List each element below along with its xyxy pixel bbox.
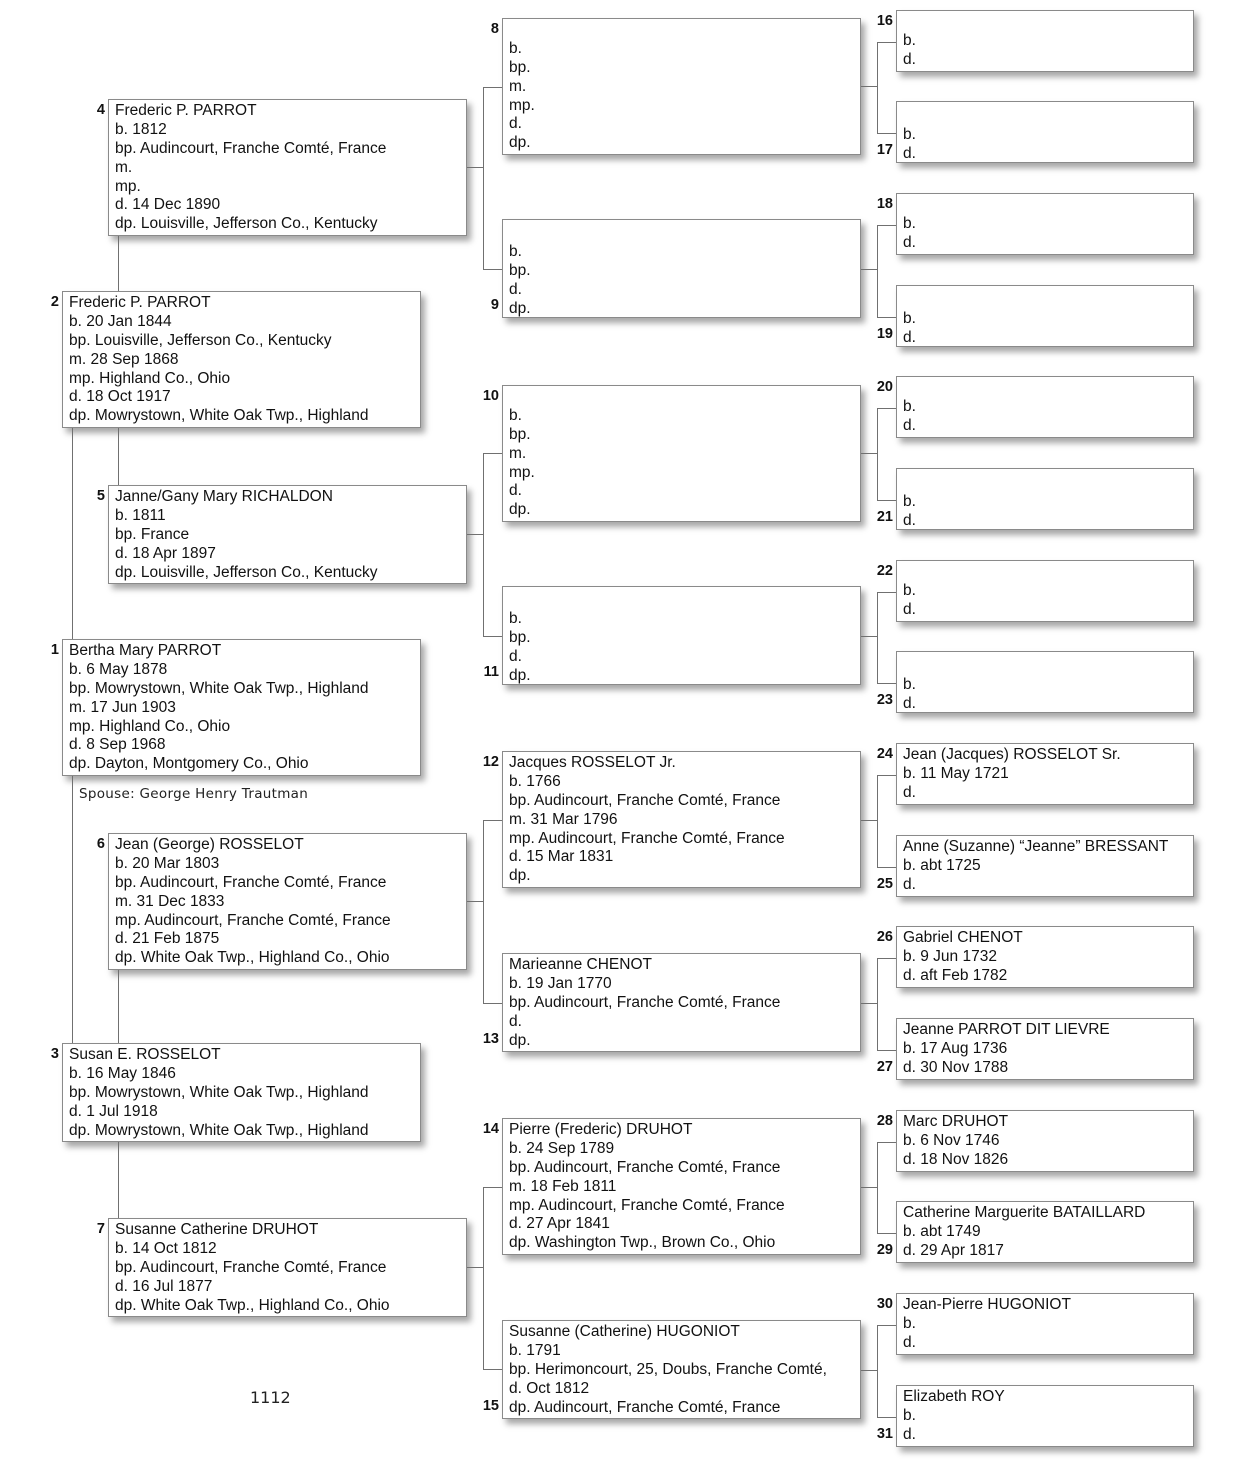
connector-line — [877, 867, 896, 868]
marriage-line: m. 28 Sep 1868 — [69, 350, 179, 368]
connector-line — [118, 970, 119, 1043]
death-line: d. — [903, 50, 916, 68]
ahnentafel-number: 10 — [482, 388, 499, 404]
connector-line — [467, 534, 483, 535]
connector-line — [72, 776, 73, 1043]
death-line: d. — [903, 1425, 916, 1443]
person-box-30[interactable] — [896, 1293, 1194, 1355]
death-place-line: dp. — [509, 501, 531, 519]
person-name: Susanne Catherine DRUHOT — [115, 1221, 319, 1238]
marriage-place-line: mp. Audincourt, Franche Comté, France — [509, 1196, 785, 1214]
ahnentafel-number: 1 — [50, 642, 59, 658]
page-number: 1112 — [250, 1388, 291, 1407]
ahnentafel-number: 11 — [483, 664, 499, 680]
death-place-line: dp. — [509, 1031, 531, 1049]
person-name — [903, 379, 1193, 398]
connector-line — [877, 775, 896, 776]
death-place-line: dp. Washington Twp., Brown Co., Ohio — [509, 1234, 776, 1252]
person-name — [903, 196, 1193, 215]
marriage-line: m. — [509, 444, 527, 462]
birth-line: b. — [903, 493, 916, 511]
birth-place-line: bp. — [509, 58, 531, 76]
birth-place-line: bp. — [509, 629, 531, 647]
connector-line — [118, 428, 119, 485]
person-box-8[interactable] — [502, 18, 861, 155]
death-place-line: dp. — [509, 867, 531, 885]
person-box-19[interactable] — [896, 285, 1194, 347]
connector-line — [877, 408, 896, 409]
connector-line — [877, 1233, 896, 1234]
death-line: d. — [903, 1333, 916, 1351]
connector-line — [118, 1142, 119, 1218]
death-place-line: dp. — [509, 300, 531, 318]
connector-line — [483, 820, 502, 821]
death-line: d. 1 Jul 1918 — [69, 1102, 158, 1120]
connector-line — [877, 225, 878, 317]
person-box-25[interactable] — [896, 835, 1194, 897]
death-line: d. — [509, 115, 522, 133]
death-line: d. Oct 1812 — [509, 1379, 590, 1397]
connector-line — [877, 408, 878, 500]
ahnentafel-number: 9 — [490, 297, 499, 313]
connector-line — [483, 1187, 484, 1369]
death-place-line: dp. Louisville, Jefferson Co., Kentucky — [115, 563, 378, 581]
person-name — [509, 225, 860, 244]
death-line: d. 18 Oct 1917 — [69, 388, 171, 406]
birth-line: b. — [903, 397, 916, 415]
birth-place-line: bp. — [509, 262, 531, 280]
birth-place-line: bp. Audincourt, Franche Comté, France — [115, 873, 387, 891]
connector-line — [861, 453, 877, 454]
person-name — [903, 107, 1193, 126]
birth-line: b. — [903, 1314, 916, 1332]
person-box-31[interactable] — [896, 1385, 1194, 1447]
birth-line: b. — [903, 214, 916, 232]
person-box-23[interactable] — [896, 651, 1194, 713]
birth-line: b. 14 Oct 1812 — [115, 1239, 217, 1257]
marriage-line: m. 31 Mar 1796 — [509, 810, 618, 828]
death-line: d. — [509, 648, 522, 666]
ahnentafel-number: 30 — [876, 1296, 893, 1312]
ahnentafel-number: 8 — [490, 21, 499, 37]
person-name: Marieanne CHENOT — [509, 956, 652, 973]
birth-line: b. 1766 — [509, 772, 561, 790]
person-box-22[interactable] — [896, 560, 1194, 622]
person-box-24[interactable] — [896, 743, 1194, 805]
person-name — [903, 13, 1193, 32]
birth-line: b. 16 May 1846 — [69, 1064, 176, 1082]
person-box-21[interactable] — [896, 468, 1194, 530]
ahnentafel-number: 2 — [50, 294, 59, 310]
person-name: Marc DRUHOT — [903, 1113, 1009, 1130]
connector-line — [483, 1003, 502, 1004]
connector-line — [877, 592, 896, 593]
connector-line — [483, 636, 502, 637]
death-place-line: dp. Audincourt, Franche Comté, France — [509, 1398, 781, 1416]
connector-line — [877, 1417, 896, 1418]
connector-line — [118, 236, 119, 291]
birth-line: b. 17 Aug 1736 — [903, 1039, 1008, 1057]
person-name: Jean (Jacques) ROSSELOT Sr. — [903, 746, 1121, 763]
connector-line — [877, 133, 896, 134]
marriage-place-line: mp. Highland Co., Ohio — [69, 369, 231, 387]
person-name: Susan E. ROSSELOT — [69, 1046, 221, 1063]
birth-line: b. 1812 — [115, 120, 167, 138]
person-box-12[interactable] — [502, 751, 861, 888]
ahnentafel-number: 24 — [876, 746, 893, 762]
birth-line: b. — [509, 243, 522, 261]
marriage-line: m. 17 Jun 1903 — [69, 698, 176, 716]
person-box-20[interactable] — [896, 376, 1194, 438]
death-line: d. — [509, 482, 522, 500]
connector-line — [483, 453, 484, 636]
birth-line: b. 20 Jan 1844 — [69, 312, 172, 330]
ahnentafel-number: 18 — [876, 196, 893, 212]
person-name — [903, 474, 1193, 493]
birth-line: b. 1791 — [509, 1341, 561, 1359]
connector-line — [483, 269, 502, 270]
death-line: d. 18 Nov 1826 — [903, 1150, 1009, 1168]
person-name: Jean-Pierre HUGONIOT — [903, 1296, 1071, 1313]
ahnentafel-number: 12 — [482, 754, 499, 770]
connector-line — [877, 683, 896, 684]
ahnentafel-number: 22 — [876, 563, 893, 579]
birth-place-line: bp. Audincourt, Franche Comté, France — [509, 1158, 781, 1176]
marriage-line: m. — [509, 77, 527, 95]
death-place-line: dp. — [509, 134, 531, 152]
death-line: d. 16 Jul 1877 — [115, 1277, 213, 1295]
connector-line — [877, 1325, 896, 1326]
marriage-place-line: mp. — [509, 96, 535, 114]
person-box-26[interactable] — [896, 926, 1194, 988]
person-box-2[interactable] — [62, 291, 421, 428]
person-box-5[interactable] — [108, 485, 467, 584]
death-line: d. — [903, 600, 916, 618]
birth-line: b. 20 Mar 1803 — [115, 854, 220, 872]
connector-line — [483, 87, 502, 88]
death-place-line: dp. White Oak Twp., Highland Co., Ohio — [115, 1296, 390, 1314]
connector-line — [72, 428, 73, 639]
birth-place-line: bp. Audincourt, Franche Comté, France — [115, 139, 387, 157]
ahnentafel-number: 29 — [876, 1242, 893, 1258]
connector-line — [877, 1142, 878, 1233]
connector-line — [467, 167, 483, 168]
death-place-line: dp. — [509, 667, 531, 685]
connector-line — [861, 820, 877, 821]
connector-line — [861, 86, 877, 87]
birth-line: b. abt 1725 — [903, 856, 981, 874]
person-name — [903, 563, 1193, 582]
death-place-line: dp. Dayton, Montgomery Co., Ohio — [69, 755, 309, 773]
ahnentafel-number: 31 — [876, 1426, 893, 1442]
ahnentafel-number: 25 — [876, 876, 893, 892]
death-line: d. — [903, 783, 916, 801]
person-box-3[interactable] — [62, 1043, 421, 1142]
death-line: d. — [509, 281, 522, 299]
birth-line: b. 1811 — [115, 506, 166, 524]
person-box-9[interactable] — [502, 219, 861, 318]
death-line: d. — [903, 695, 916, 713]
person-name — [509, 388, 860, 407]
person-name — [903, 657, 1193, 676]
birth-place-line: bp. Louisville, Jefferson Co., Kentucky — [69, 331, 332, 349]
birth-line: b. — [903, 126, 916, 144]
ahnentafel-number: 26 — [876, 929, 893, 945]
death-line: d. — [903, 145, 916, 163]
marriage-place-line: mp. Audincourt, Franche Comté, France — [509, 829, 785, 847]
marriage-place-line: mp. Highland Co., Ohio — [69, 717, 231, 735]
birth-place-line: bp. Audincourt, Franche Comté, France — [509, 791, 781, 809]
birth-place-line: bp. Herimoncourt, 25, Doubs, Franche Comté, — [509, 1360, 827, 1378]
person-box-29[interactable] — [896, 1201, 1194, 1263]
marriage-place-line: mp. — [509, 463, 535, 481]
ahnentafel-number: 6 — [96, 836, 105, 852]
ahnentafel-number: 27 — [876, 1059, 893, 1075]
connector-line — [877, 225, 896, 226]
connector-line — [483, 1187, 502, 1188]
person-name: Susanne (Catherine) HUGONIOT — [509, 1323, 740, 1340]
birth-line: b. — [509, 406, 522, 424]
ahnentafel-number: 23 — [876, 692, 893, 708]
ahnentafel-number: 4 — [96, 102, 105, 118]
connector-line — [877, 42, 878, 133]
ahnentafel-number: 5 — [96, 488, 105, 504]
birth-place-line: bp. Mowrystown, White Oak Twp., Highland — [69, 1083, 369, 1101]
death-line: d. 29 Apr 1817 — [903, 1241, 1004, 1259]
person-box-4[interactable] — [108, 99, 467, 236]
birth-line: b. — [903, 31, 916, 49]
connector-line — [877, 317, 896, 318]
person-name: Bertha Mary PARROT — [69, 642, 222, 659]
ahnentafel-number: 3 — [50, 1046, 59, 1062]
birth-line: b. — [509, 39, 522, 57]
death-line: d. — [903, 329, 916, 347]
birth-line: b. 6 May 1878 — [69, 660, 168, 678]
connector-line — [467, 1267, 483, 1268]
person-box-10[interactable] — [502, 385, 861, 522]
birth-line: b. 19 Jan 1770 — [509, 974, 612, 992]
person-name: Jeanne PARROT DIT LIEVRE — [903, 1021, 1110, 1038]
birth-place-line: bp. Audincourt, Franche Comté, France — [509, 993, 781, 1011]
marriage-line: m. — [115, 158, 133, 176]
death-line: d. — [509, 1012, 522, 1030]
birth-line: b. — [509, 610, 522, 628]
death-line: d. 30 Nov 1788 — [903, 1058, 1009, 1076]
person-box-16[interactable] — [896, 10, 1194, 72]
connector-line — [861, 269, 877, 270]
ahnentafel-number: 13 — [482, 1031, 499, 1047]
birth-line: b. — [903, 676, 916, 694]
death-line: d. aft Feb 1782 — [903, 966, 1008, 984]
person-box-11[interactable] — [502, 586, 861, 685]
connector-line — [877, 592, 878, 683]
connector-line — [877, 1325, 878, 1417]
birth-place-line: bp. — [509, 425, 531, 443]
death-line: d. — [903, 416, 916, 434]
person-box-18[interactable] — [896, 193, 1194, 255]
ahnentafel-number: 14 — [482, 1121, 499, 1137]
ahnentafel-number: 7 — [96, 1221, 105, 1237]
ahnentafel-number: 17 — [876, 142, 893, 158]
connector-line — [877, 1142, 896, 1143]
connector-line — [877, 500, 896, 501]
connector-line — [877, 42, 896, 43]
person-name — [509, 592, 860, 611]
person-box-28[interactable] — [896, 1110, 1194, 1172]
marriage-line: m. 18 Feb 1811 — [509, 1177, 617, 1195]
person-name: Frederic P. PARROT — [69, 294, 211, 311]
birth-place-line: bp. France — [115, 525, 190, 543]
ahnentafel-number: 21 — [876, 509, 893, 525]
person-name: Catherine Marguerite BATAILLARD — [903, 1204, 1146, 1221]
death-line: d. 27 Apr 1841 — [509, 1215, 610, 1233]
birth-place-line: bp. Audincourt, Franche Comté, France — [115, 1258, 387, 1276]
ahnentafel-number: 15 — [482, 1398, 499, 1414]
person-name: Elizabeth ROY — [903, 1388, 1005, 1405]
person-name — [903, 291, 1193, 310]
marriage-line: m. 31 Dec 1833 — [115, 892, 225, 910]
birth-line: b. — [903, 581, 916, 599]
connector-line — [483, 1369, 502, 1370]
connector-line — [467, 901, 483, 902]
marriage-place-line: mp. Audincourt, Franche Comté, France — [115, 911, 391, 929]
person-box-13[interactable] — [502, 953, 861, 1052]
birth-line: b. — [903, 1406, 916, 1424]
person-box-27[interactable] — [896, 1018, 1194, 1080]
person-box-17[interactable] — [896, 101, 1194, 163]
connector-line — [861, 636, 877, 637]
death-line: d. — [903, 875, 916, 893]
person-name: Janne/Gany Mary RICHALDON — [115, 488, 333, 505]
death-place-line: dp. Louisville, Jefferson Co., Kentucky — [115, 215, 378, 233]
connector-line — [877, 775, 878, 867]
death-line: d. — [903, 233, 916, 251]
ahnentafel-number: 19 — [876, 326, 893, 342]
connector-line — [861, 1370, 877, 1371]
death-line: d. — [903, 512, 916, 530]
death-place-line: dp. Mowrystown, White Oak Twp., Highland — [69, 1121, 369, 1139]
person-name: Pierre (Frederic) DRUHOT — [509, 1121, 693, 1138]
connector-line — [483, 820, 484, 1003]
connector-line — [861, 1003, 877, 1004]
birth-line: b. 11 May 1721 — [903, 764, 1009, 782]
person-name: Frederic P. PARROT — [115, 102, 257, 119]
connector-line — [877, 958, 878, 1050]
connector-line — [483, 87, 484, 269]
connector-line — [877, 958, 896, 959]
death-line: d. 14 Dec 1890 — [115, 196, 221, 214]
spouse-note: Spouse: George Henry Trautman — [79, 786, 309, 802]
birth-line: b. 24 Sep 1789 — [509, 1139, 615, 1157]
person-name: Jacques ROSSELOT Jr. — [509, 754, 676, 771]
ahnentafel-number: 16 — [876, 13, 893, 29]
connector-line — [861, 1187, 877, 1188]
marriage-place-line: mp. — [115, 177, 141, 195]
death-line: d. 18 Apr 1897 — [115, 544, 216, 562]
person-name: Gabriel CHENOT — [903, 929, 1023, 946]
person-box-1[interactable] — [62, 639, 421, 776]
person-name: Anne (Suzanne) “Jeanne” BRESSANT — [903, 838, 1169, 855]
ahnentafel-number: 28 — [876, 1113, 893, 1129]
birth-place-line: bp. Mowrystown, White Oak Twp., Highland — [69, 679, 369, 697]
connector-line — [877, 1050, 896, 1051]
death-line: d. 21 Feb 1875 — [115, 930, 220, 948]
birth-line: b. 6 Nov 1746 — [903, 1131, 1000, 1149]
birth-line: b. 9 Jun 1732 — [903, 947, 997, 965]
person-box-15[interactable] — [502, 1320, 861, 1419]
death-place-line: dp. Mowrystown, White Oak Twp., Highland — [69, 407, 369, 425]
person-name — [509, 21, 860, 40]
person-box-7[interactable] — [108, 1218, 467, 1317]
death-line: d. 15 Mar 1831 — [509, 848, 614, 866]
birth-line: b. abt 1749 — [903, 1222, 981, 1240]
death-place-line: dp. White Oak Twp., Highland Co., Ohio — [115, 949, 390, 967]
person-box-6[interactable] — [108, 833, 467, 970]
person-name: Jean (George) ROSSELOT — [115, 836, 304, 853]
ahnentafel-number: 20 — [876, 379, 893, 395]
connector-line — [483, 453, 502, 454]
birth-line: b. — [903, 310, 916, 328]
person-box-14[interactable] — [502, 1118, 861, 1255]
death-line: d. 8 Sep 1968 — [69, 736, 166, 754]
